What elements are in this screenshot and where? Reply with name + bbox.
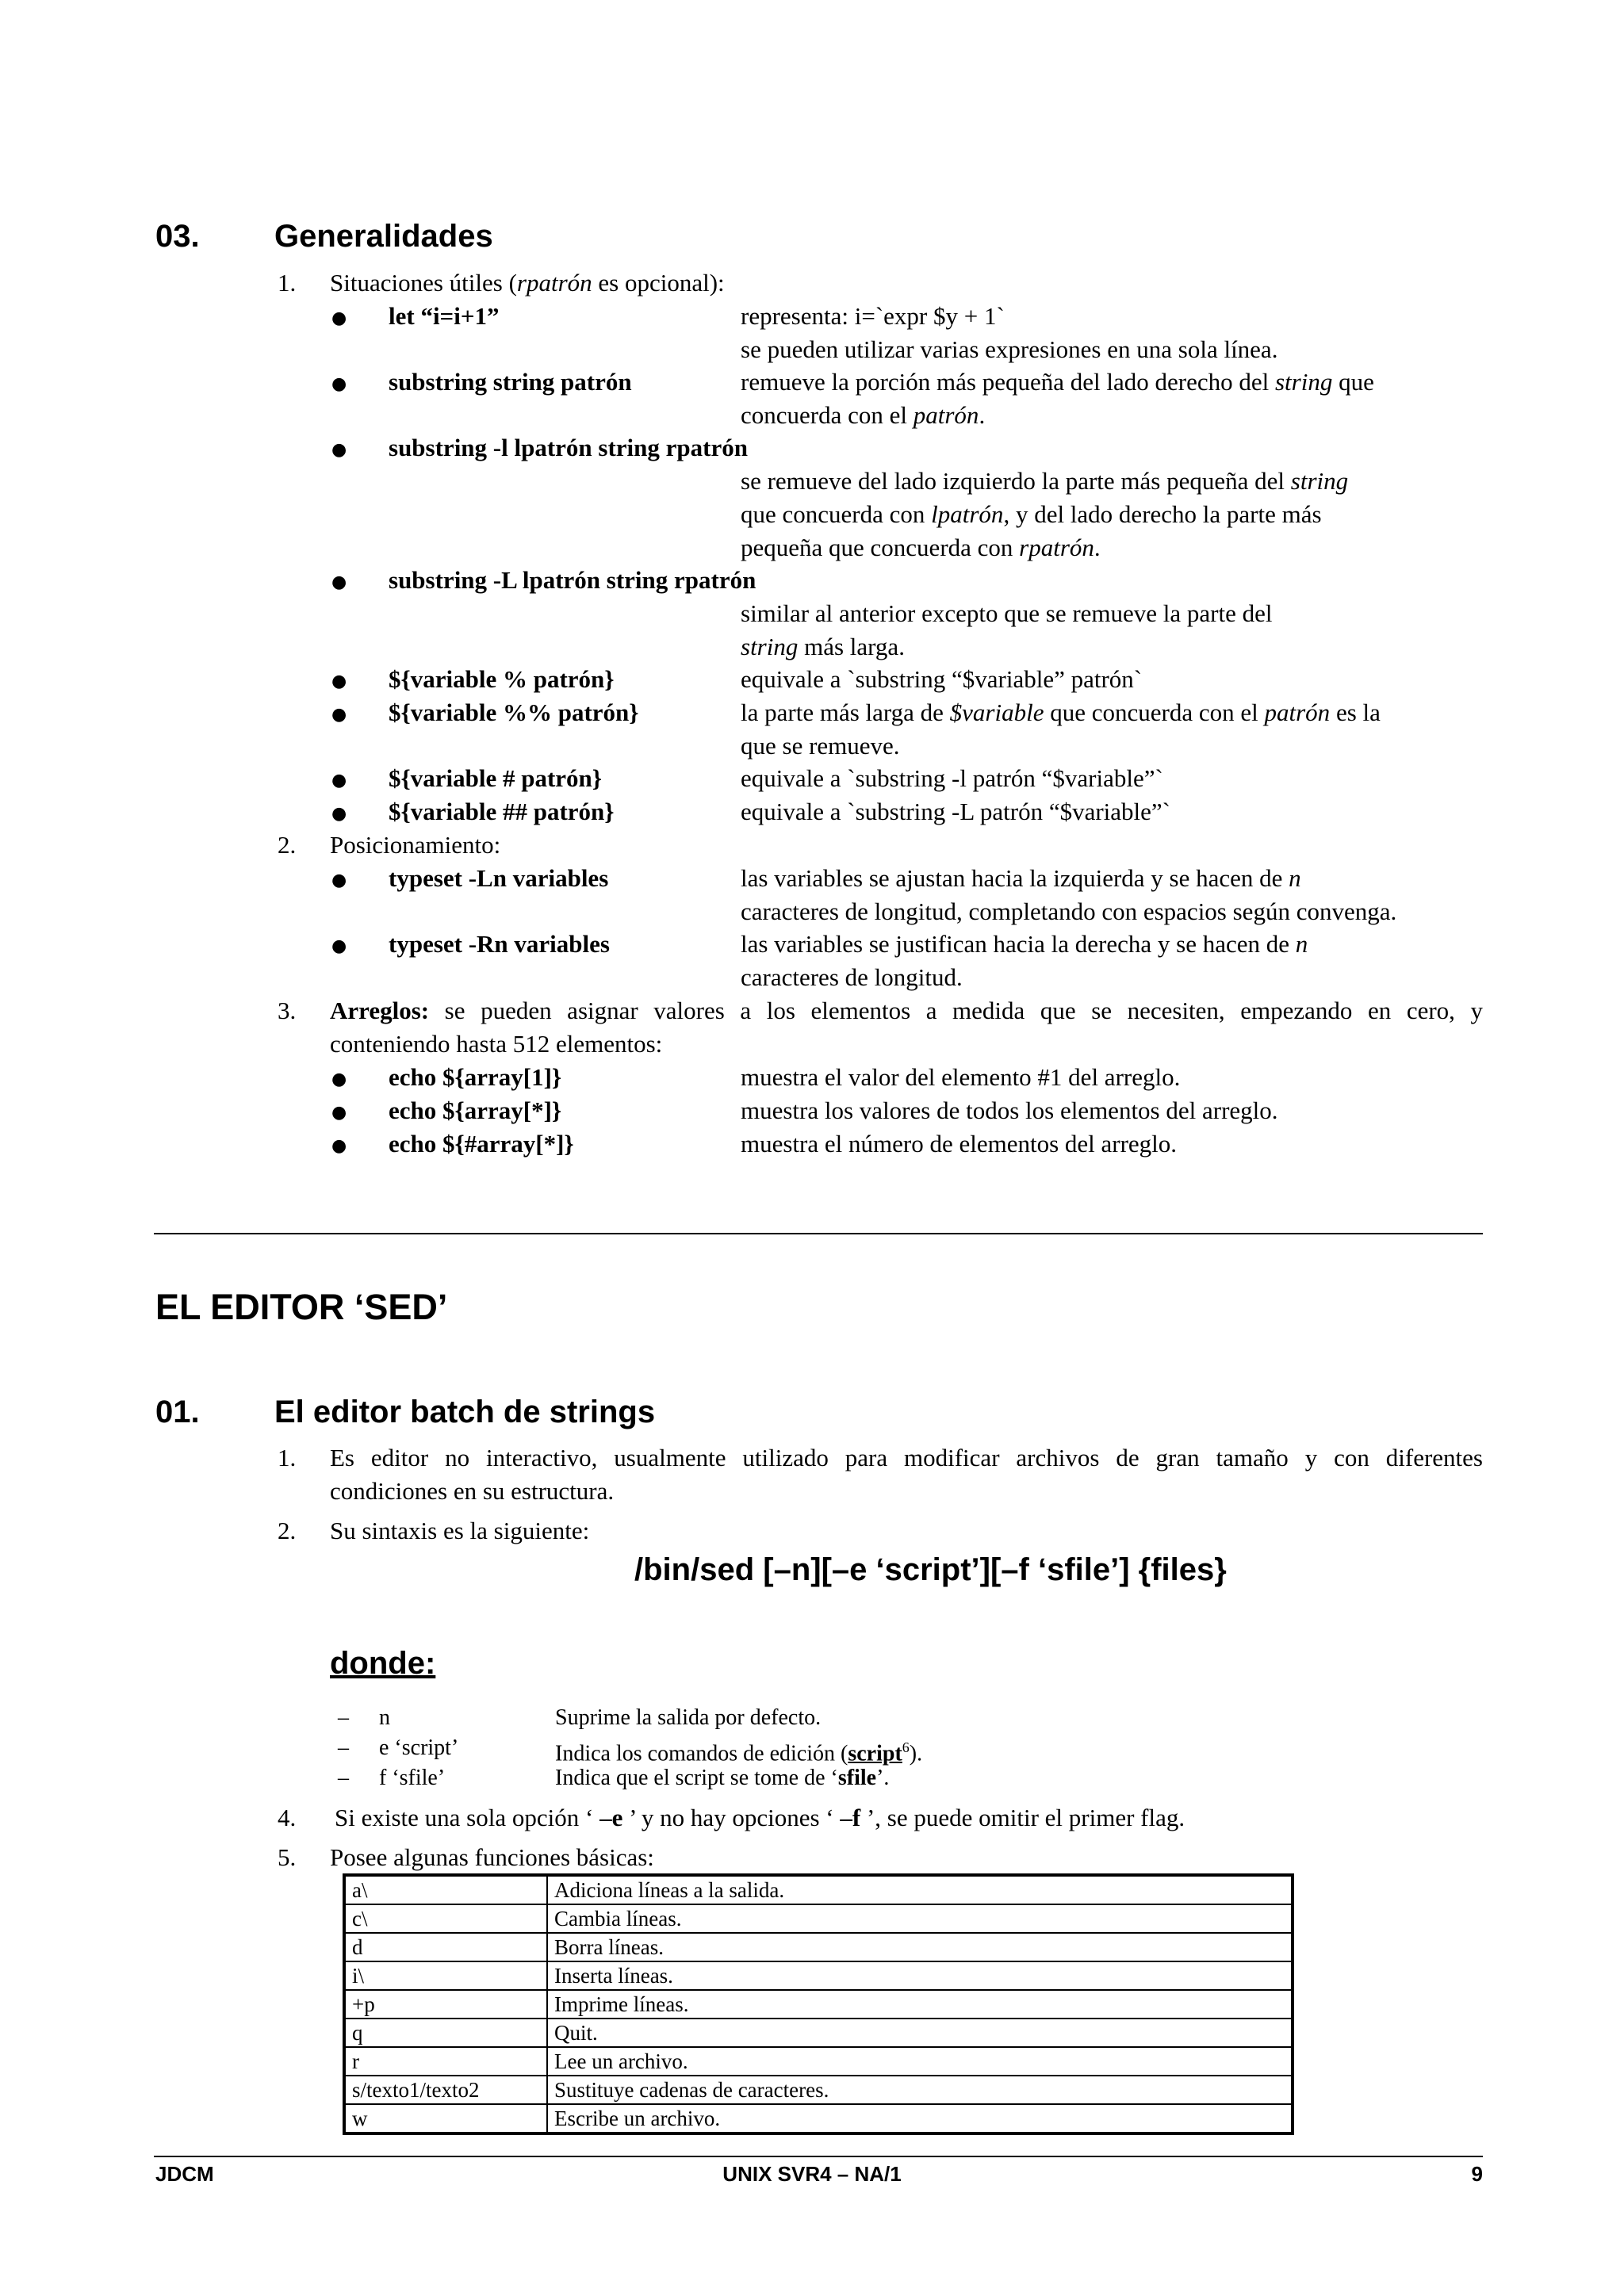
table-cell-description: Adiciona líneas a la salida. (547, 1875, 1293, 1904)
command-description: la parte más larga de $variable que concuerda con el patrón es la (741, 698, 1381, 726)
list-number: 2. (278, 1517, 297, 1544)
table-cell-description: Escribe un archivo. (547, 2104, 1293, 2133)
command-description: representa: i=`expr $y + 1` (741, 302, 1005, 330)
command: ${variable ## patrón} (389, 798, 615, 825)
table-cell-command: d (344, 1933, 547, 1961)
footer-divider (154, 2156, 1483, 2157)
command: ${variable %% patrón} (389, 698, 639, 726)
table-cell-command: c\ (344, 1904, 547, 1933)
table-cell-command: r (344, 2047, 547, 2076)
bullet: ● (331, 572, 347, 592)
table-cell-description: Cambia líneas. (547, 1904, 1293, 1933)
bullet: ● (331, 771, 347, 790)
command: echo ${#array[*]} (389, 1130, 574, 1158)
donde-heading: donde: (330, 1646, 436, 1681)
option-flag: f ‘sfile’ (379, 1766, 446, 1790)
command: ${variable % patrón} (389, 665, 615, 693)
bullet: ● (331, 1070, 347, 1089)
functions-table (343, 1873, 1294, 2135)
command-description: remueve la porción más pequeña del lado derecho del string que (741, 368, 1374, 396)
table-cell-description: Borra líneas. (547, 1933, 1293, 1961)
command-description: equivale a `substring -l patrón “$variable”` (741, 764, 1163, 792)
table-cell-description: Sustituye cadenas de caracteres. (547, 2076, 1293, 2104)
table-cell-description: Imprime líneas. (547, 1990, 1293, 2019)
command-description: muestra el número de elementos del arreglo. (741, 1130, 1178, 1158)
command: typeset -Rn variables (389, 930, 610, 958)
footnote-ref[interactable]: 6 (902, 1739, 910, 1755)
command-description: se remueve del lado izquierdo la parte más pequeña del string (741, 467, 1349, 495)
table-row (344, 1990, 1293, 2019)
table-cell-command: i\ (344, 1961, 547, 1990)
option-description: Indica los comandos de edición (script$^6$). (555, 1739, 923, 1766)
option-description: Suprime la salida por defecto. (555, 1705, 822, 1730)
bullet: ● (331, 374, 347, 394)
bullet: ● (331, 705, 347, 725)
section-number: 03. (155, 219, 200, 254)
bullet: ● (331, 871, 347, 890)
list-item-text: Arreglos: se pueden asignar valores a los elementos a medida que se necesiten, empezando en cero, y (330, 997, 1483, 1024)
table-cell-description: Inserta líneas. (547, 1961, 1293, 1990)
table-cell-command: q (344, 2019, 547, 2047)
table-cell-description: Lee un archivo. (547, 2047, 1293, 2076)
section-divider (154, 1233, 1483, 1234)
table-row (344, 1875, 1293, 1904)
command-description: muestra el valor del elemento #1 del arreglo. (741, 1063, 1181, 1091)
command: ${variable # patrón} (389, 764, 602, 792)
section-title: El editor batch de strings (274, 1395, 656, 1429)
command-description: muestra los valores de todos los elementos del arreglo. (741, 1096, 1278, 1124)
option-description: Indica que el script se tome de ‘sfile’. (555, 1766, 890, 1790)
table-row (344, 2047, 1293, 2076)
table-cell-description: Quit. (547, 2019, 1293, 2047)
command: substring string patrón (389, 368, 632, 396)
list-item-text: Situaciones útiles (rpatrón es opcional): (330, 269, 725, 297)
command: substring -l lpatrón string rpatrón (389, 434, 748, 461)
command: echo ${array[*]} (389, 1096, 562, 1124)
table-cell-command: +p (344, 1990, 547, 2019)
command-description: que se remueve. (741, 732, 900, 760)
syntax-line: /bin/sed [–n][–e ‘script’][–f ‘sfile’] {files} (634, 1552, 1227, 1587)
table-row (344, 1904, 1293, 1933)
bullet: ● (331, 1103, 347, 1123)
list-item-text: conteniendo hasta 512 elementos: (330, 1030, 663, 1058)
command-description: caracteres de longitud, completando con espacios según convenga. (741, 897, 1397, 925)
command: substring -L lpatrón string rpatrón (389, 566, 756, 594)
table-row (344, 2019, 1293, 2047)
list-number: 4. (278, 1804, 297, 1831)
bullet: ● (331, 440, 347, 460)
list-number: 2. (278, 831, 297, 859)
command-description: equivale a `substring “$variable” patrón` (741, 665, 1143, 693)
list-number: 1. (278, 269, 297, 297)
command-description: se pueden utilizar varias expresiones en una sola línea. (741, 335, 1278, 363)
bullet: ● (331, 672, 347, 691)
bullet: ● (331, 804, 347, 824)
bullet: ● (331, 1136, 347, 1156)
list-item-text: condiciones en su estructura. (330, 1477, 615, 1505)
list-item-text: Su sintaxis es la siguiente: (330, 1517, 590, 1544)
command-description: similar al anterior excepto que se remueve la parte del (741, 599, 1273, 627)
list-number: 3. (278, 997, 297, 1024)
table-cell-command: a\ (344, 1875, 547, 1904)
command-description: string más larga. (741, 633, 905, 660)
list-item-text: Si existe una sola opción ‘ –e ’ y no hay opciones ‘ –f ’, se puede omitir el primer flag. (335, 1804, 1185, 1831)
command: typeset -Ln variables (389, 864, 609, 892)
command-description: concuerda con el patrón. (741, 401, 986, 429)
table-row (344, 1933, 1293, 1961)
table-row (344, 1961, 1293, 1990)
bullet: ● (331, 936, 347, 956)
table-cell-command: s/texto1/texto2 (344, 2076, 547, 2104)
list-item-text: Posee algunas funciones básicas: (330, 1843, 654, 1871)
table-row (344, 2104, 1293, 2133)
table-row (344, 2076, 1293, 2104)
footer-title: UNIX SVR4 – NA/1 (722, 2162, 902, 2186)
footer-author: JDCM (155, 2162, 214, 2186)
command-description: las variables se ajustan hacia la izquierda y se hacen de n (741, 864, 1301, 892)
table-cell-command: w (344, 2104, 547, 2133)
command-description: pequeña que concuerda con rpatrón. (741, 534, 1101, 561)
section-number: 01. (155, 1395, 200, 1429)
bullet: ● (331, 308, 347, 328)
page-number: 9 (1471, 2162, 1483, 2186)
list-item-text: Es editor no interactivo, usualmente utilizado para modificar archivos de gran tamaño y con diferentes (330, 1444, 1483, 1471)
option-dash: – (338, 1735, 349, 1760)
command-description: las variables se justifican hacia la derecha y se hacen de n (741, 930, 1308, 958)
list-number: 5. (278, 1843, 297, 1871)
command-description: que concuerda con lpatrón, y del lado derecho la parte más (741, 500, 1322, 528)
list-number: 1. (278, 1444, 297, 1471)
section-title: Generalidades (274, 219, 493, 254)
option-dash: – (338, 1766, 349, 1790)
command: echo ${array[1]} (389, 1063, 562, 1091)
list-item-text: Posicionamiento: (330, 831, 501, 859)
command: let “i=i+1” (389, 302, 500, 330)
option-dash: – (338, 1705, 349, 1730)
option-flag: n (379, 1705, 390, 1730)
command-description: equivale a `substring -L patrón “$variable”` (741, 798, 1170, 825)
option-flag: e ‘script’ (379, 1735, 459, 1760)
command-description: caracteres de longitud. (741, 963, 963, 991)
chapter-title: EL EDITOR ‘SED’ (155, 1287, 448, 1327)
